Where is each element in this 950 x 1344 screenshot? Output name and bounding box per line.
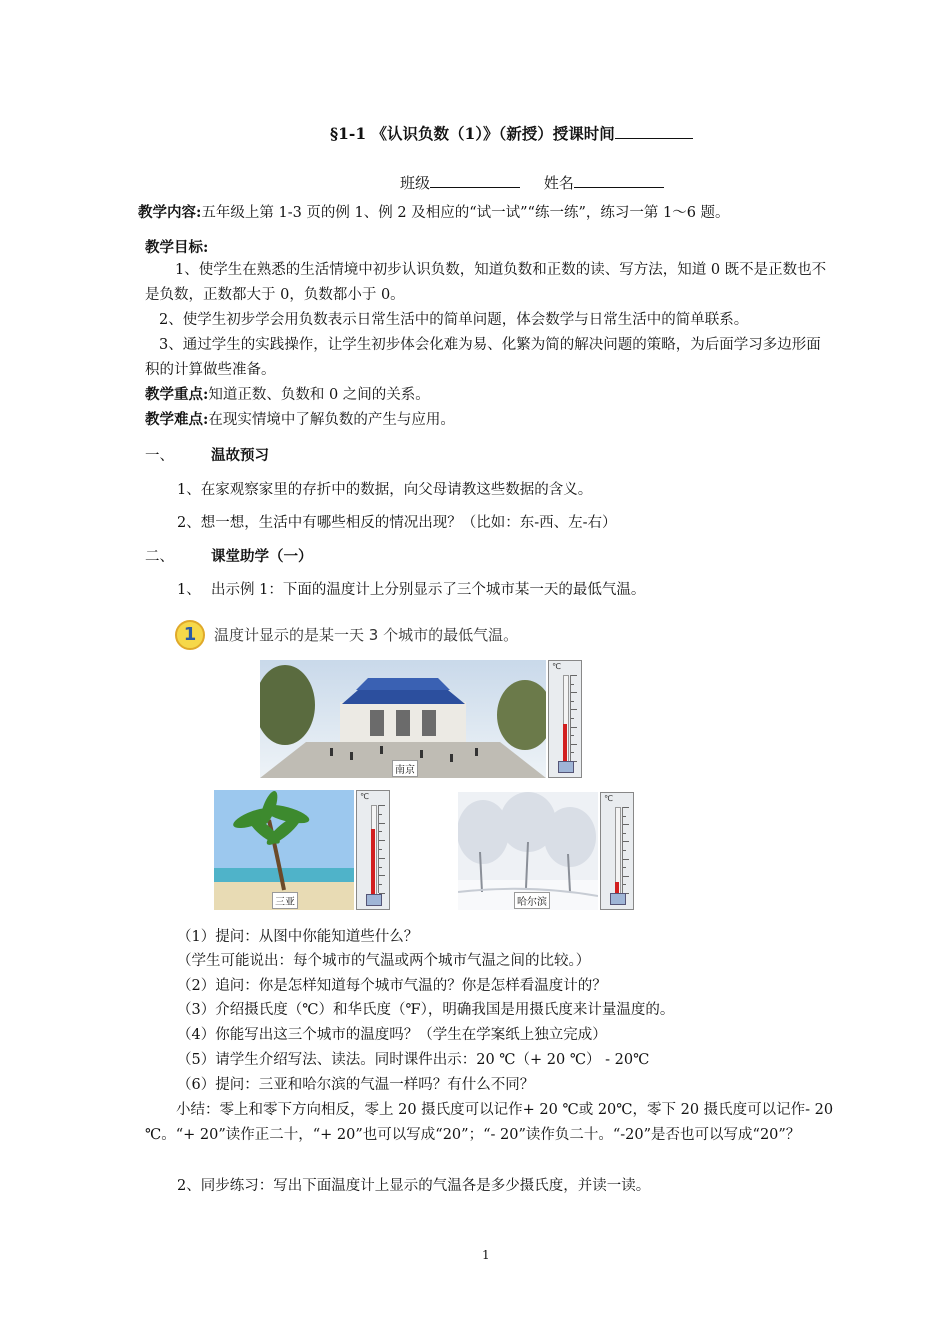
thermo-mercury — [371, 829, 375, 895]
sanya-thermometer — [356, 790, 390, 910]
thermo-tick — [379, 823, 385, 824]
difficulty — [145, 408, 835, 433]
page-number: 1 — [482, 1248, 490, 1262]
thermo-tick — [571, 727, 577, 728]
class-label: 班级 — [400, 174, 431, 192]
thermo-tick — [571, 752, 574, 753]
sanya-caption: 三亚 — [272, 892, 298, 909]
thermo-tick — [623, 867, 626, 868]
thermo-ticks — [378, 805, 385, 893]
harbin-caption: 哈尔滨 — [514, 892, 550, 909]
thermo-unit-label: ℃ — [604, 794, 613, 803]
example-badge — [175, 620, 205, 650]
thermo-tick — [623, 807, 629, 808]
thermo-bulb — [558, 761, 574, 773]
thermo-tick — [379, 814, 382, 815]
thermo-tick — [379, 840, 385, 841]
thermo-tick — [623, 816, 626, 817]
goals-label: 教学目标: — [145, 239, 209, 256]
section2-number: 二、 — [145, 549, 174, 565]
thermo-tick — [571, 735, 574, 736]
question-3: （3）介绍摄氏度（℃）和华氏度（℉），明确我国是用摄氏度来计量温度的。 — [177, 1002, 675, 1018]
thermo-tick — [571, 718, 574, 719]
harbin-photo — [458, 792, 598, 910]
thermo-bulb — [610, 893, 626, 905]
thermo-ticks — [622, 807, 629, 893]
key-point — [145, 383, 835, 408]
thermo-tick — [571, 692, 577, 693]
title-text: §1-1 《认识负数（1）》（新授）授课时间 — [330, 124, 615, 143]
thermo-tick — [623, 824, 629, 825]
section2-item1: 出示例 1：下面的温度计上分别显示了三个城市某一天的最低气温。 — [211, 582, 646, 598]
question-5: （5）请学生介绍写法、读法。同时课件出示：20 ℃（+ 20 ℃） - 20℃ — [177, 1052, 650, 1068]
nanjing-photo — [260, 660, 546, 778]
thermo-tick — [571, 684, 574, 685]
goal-1: 1、使学生在熟悉的生活情境中初步认识负数，知道负数和正数的读、写方法，知道 0 既不是正数也不是负数，正数都大于 0，负数都小于 0。 — [145, 262, 827, 303]
harbin-thermometer — [600, 792, 634, 910]
class-name-line — [400, 172, 664, 193]
example-title: 温度计显示的是某一天 3 个城市的最低气温。 — [214, 626, 519, 644]
goal-3: 3、通过学生的实践操作，让学生初步体会化难为易、化繁为简的解决问题的策略，为后面学习多边形面积的计算做些准备。 — [145, 337, 821, 378]
class-blank[interactable] — [430, 173, 520, 188]
practice-item: 2、同步练习：写出下面温度计上显示的气温各是多少摄氏度，并读一读。 — [177, 1178, 651, 1194]
difficulty-label: 教学难点: — [145, 411, 209, 428]
thermo-tick — [571, 701, 574, 702]
thermo-tick — [623, 859, 629, 860]
page-title — [330, 122, 693, 144]
thermo-tick — [623, 850, 626, 851]
content-text: 五年级上第 1-3 页的例 1、例 2 及相应的“试一试”“练一练”，练习一第 1～6 题。 — [201, 205, 730, 221]
thermo-bulb — [366, 894, 382, 906]
thermo-unit-label: ℃ — [552, 662, 561, 671]
nanjing-caption: 南京 — [392, 760, 418, 777]
thermo-ticks — [570, 675, 577, 761]
thermo-tick — [623, 876, 629, 877]
thermo-tick — [623, 884, 626, 885]
thermo-tick — [571, 709, 577, 710]
thermo-tick — [379, 867, 382, 868]
key-point-label: 教学重点: — [145, 386, 209, 403]
section2-item1-number: 1、 — [177, 582, 201, 598]
thermo-tick — [379, 875, 385, 876]
example-badge-number: 1 — [183, 624, 197, 645]
thermo-tick — [379, 831, 382, 832]
question-4: （4）你能写出这三个城市的温度吗？（学生在学案纸上独立完成） — [177, 1027, 607, 1043]
thermo-tick — [379, 849, 382, 850]
thermo-tick — [379, 884, 382, 885]
section1-item2: 2、想一想，生活中有哪些相反的情况出现？（比如：东-西、左-右） — [177, 515, 617, 531]
teaching-content — [138, 201, 838, 226]
key-point-text: 知道正数、负数和 0 之间的关系。 — [208, 387, 430, 403]
section1-item1: 1、在家观察家里的存折中的数据，向父母请教这些数据的含义。 — [177, 482, 593, 498]
thermo-tick — [623, 833, 626, 834]
thermo-tick — [571, 744, 577, 745]
thermo-mercury — [563, 724, 567, 763]
goal-2: 2、使学生初步学会用负数表示日常生活中的简单问题，体会数学与日常生活中的简单联系。 — [159, 312, 749, 328]
nanjing-thermometer — [548, 660, 582, 778]
thermo-tick — [571, 675, 577, 676]
content-label: 教学内容: — [138, 204, 202, 221]
thermo-tick — [379, 805, 385, 806]
thermo-tick — [379, 858, 385, 859]
question-1: （1）提问：从图中你能知道些什么？ — [177, 929, 419, 945]
time-blank[interactable] — [615, 124, 693, 139]
section1-number: 一、 — [145, 448, 174, 464]
thermo-tick — [623, 841, 629, 842]
question-2: （2）追问：你是怎样知道每个城市气温的？你是怎样看温度计的？ — [177, 978, 607, 994]
section1-title: 温故预习 — [211, 447, 269, 464]
section2-title: 课堂助学（一） — [211, 548, 313, 565]
summary: 小结：零上和零下方向相反，零上 20 摄氏度可以记作+ 20 ℃或 20℃，零下 20 摄氏度可以记作- 20 ℃。“+ 20”读作正二十，“+ 20”也可以写成“20”；“- 20”读作负二十。“-20”是否也可以写成“20”？ — [145, 1102, 834, 1143]
sanya-photo — [214, 790, 354, 910]
difficulty-text: 在现实情境中了解负数的产生与应用。 — [208, 412, 455, 428]
name-blank[interactable] — [574, 173, 664, 188]
question-6: （6）提问：三亚和哈尔滨的气温一样吗？有什么不同？ — [177, 1077, 535, 1093]
name-label: 姓名 — [543, 174, 574, 192]
question-1-answer: （学生可能说出：每个城市的气温或两个城市气温之间的比较。） — [177, 953, 591, 969]
thermo-unit-label: ℃ — [360, 792, 369, 801]
